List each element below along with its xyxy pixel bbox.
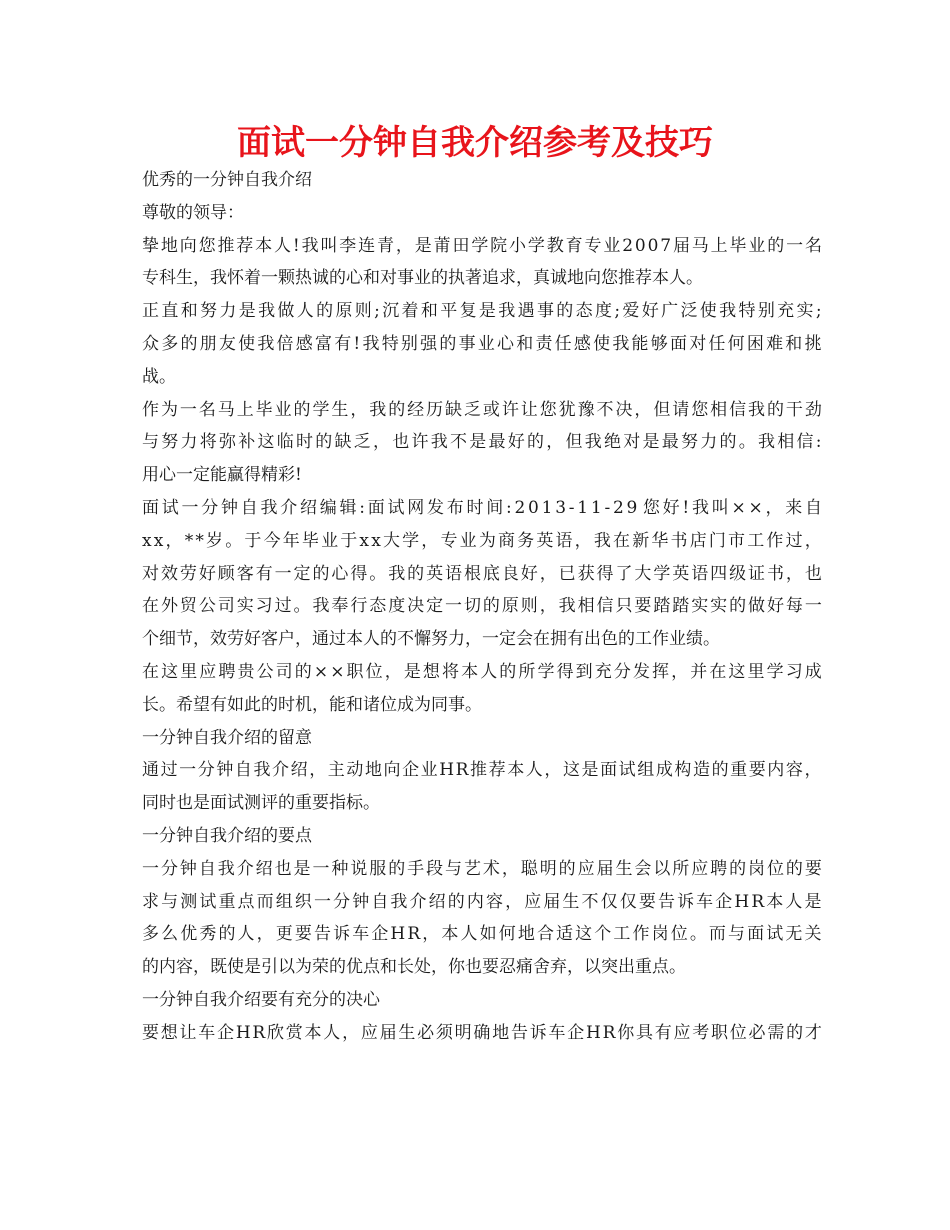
- body-line: 个细节，效劳好客户，通过本人的不懈努力，一定会在拥有出色的工作业绩。: [142, 629, 720, 650]
- body-line: 一分钟自我介绍的要点: [142, 825, 312, 846]
- body-line: 求 与 测 试 重 点 而 组 织 一 分 钟 自 我 介 绍 的 内 容 ， 应 届 生 不 仅 仅 要 告 诉 车 企 H R 本 人 是: [142, 891, 822, 912]
- body-line: 的内容，既使是引以为荣的优点和长处，你也要忍痛舍弃，以突出重点。: [142, 957, 686, 978]
- body-line: 一分钟自我介绍要有充分的决心: [142, 989, 380, 1010]
- body-line: 尊敬的领导：: [142, 202, 244, 223]
- body-line: 正 直 和 努 力 是 我 做 人 的 原 则 ; 沉 着 和 平 复 是 我 遇 事 的 态 度 ; 爱 好 广 泛 使 我 特 别 充 实 ;: [142, 301, 822, 322]
- body-line: 同时也是面试测评的重要指标。: [142, 793, 380, 814]
- body-line: 用心一定能赢得精彩!: [142, 465, 302, 486]
- body-line: 长。希望有如此的时机，能和诸位成为同事。: [142, 694, 482, 715]
- body-line: 众 多 的 朋 友 使 我 倍 感 富 有 ! 我 特 别 强 的 事 业 心 和 责 任 感 使 我 能 够 面 对 任 何 困 难 和 挑: [142, 333, 822, 354]
- body-line: 与 努 力 将 弥 补 这 临 时 的 缺 乏 ， 也 许 我 不 是 最 好 的 ， 但 我 绝 对 是 最 努 力 的 。 我 相 信 :: [142, 432, 822, 453]
- body-line: 要 想 让 车 企 H R 欣 赏 本 人 ， 应 届 生 必 须 明 确 地 告 诉 车 企 H R 你 具 有 应 考 职 位 必 需 的 才: [142, 1022, 822, 1043]
- body-line: 挚 地 向 您 推 荐 本 人 ! 我 叫 李 连 青 ， 是 莆 田 学 院 小 学 教 育 专 业 2 0 0 7 届 马 上 毕 业 的 一 名: [142, 235, 822, 256]
- document-title: 面试一分钟自我介绍参考及技巧: [237, 123, 713, 163]
- body-line: x x ， * * 岁 。 于 今 年 毕 业 于 x x 大 学 ， 专 业 为 商 务 英 语 ， 我 在 新 华 书 店 门 市 工 作 过 ，: [142, 530, 822, 551]
- body-line: 对 效 劳 好 顾 客 有 一 定 的 心 得 。 我 的 英 语 根 底 良 好 ， 已 获 得 了 大 学 英 语 四 级 证 书 ， 也: [142, 563, 822, 584]
- body-line: 作 为 一 名 马 上 毕 业 的 学 生 ， 我 的 经 历 缺 乏 或 许 让 您 犹 豫 不 决 ， 但 请 您 相 信 我 的 干 劲: [142, 399, 822, 420]
- body-line: 战。: [142, 366, 176, 387]
- body-line: 专科生，我怀着一颗热诚的心和对事业的执著追求，真诚地向您推荐本人。: [142, 268, 703, 289]
- body-line: 在 外 贸 公 司 实 习 过 。 我 奉 行 态 度 决 定 一 切 的 原 则 ， 我 相 信 只 要 踏 踏 实 实 的 做 好 每 一: [142, 596, 822, 617]
- body-line: 通 过 一 分 钟 自 我 介 绍 ， 主 动 地 向 企 业 H R 推 荐 本 人 ， 这 是 面 试 组 成 构 造 的 重 要 内 容 ，: [142, 760, 822, 781]
- body-line: 优秀的一分钟自我介绍: [142, 170, 312, 190]
- document-body: [142, 164, 822, 1050]
- body-line: 在 这 里 应 聘 贵 公 司 的 × × 职 位 ， 是 想 将 本 人 的 所 学 得 到 充 分 发 挥 ， 并 在 这 里 学 习 成: [142, 661, 822, 682]
- body-line: 一分钟自我介绍的留意: [142, 727, 312, 748]
- body-line: 面 试 一 分 钟 自 我 介 绍 编 辑 : 面 试 网 发 布 时 间 : 2 0 1 3 - 1 1 - 2 9 您 好 ! 我 叫 × × ， 来 自: [142, 497, 822, 518]
- body-line: 一 分 钟 自 我 介 绍 也 是 一 种 说 服 的 手 段 与 艺 术 ， 聪 明 的 应 届 生 会 以 所 应 聘 的 岗 位 的 要: [142, 858, 822, 879]
- body-line: 多 么 优 秀 的 人 ， 更 要 告 诉 车 企 H R ， 本 人 如 何 地 合 适 这 个 工 作 岗 位 。 而 与 面 试 无 关: [142, 924, 822, 945]
